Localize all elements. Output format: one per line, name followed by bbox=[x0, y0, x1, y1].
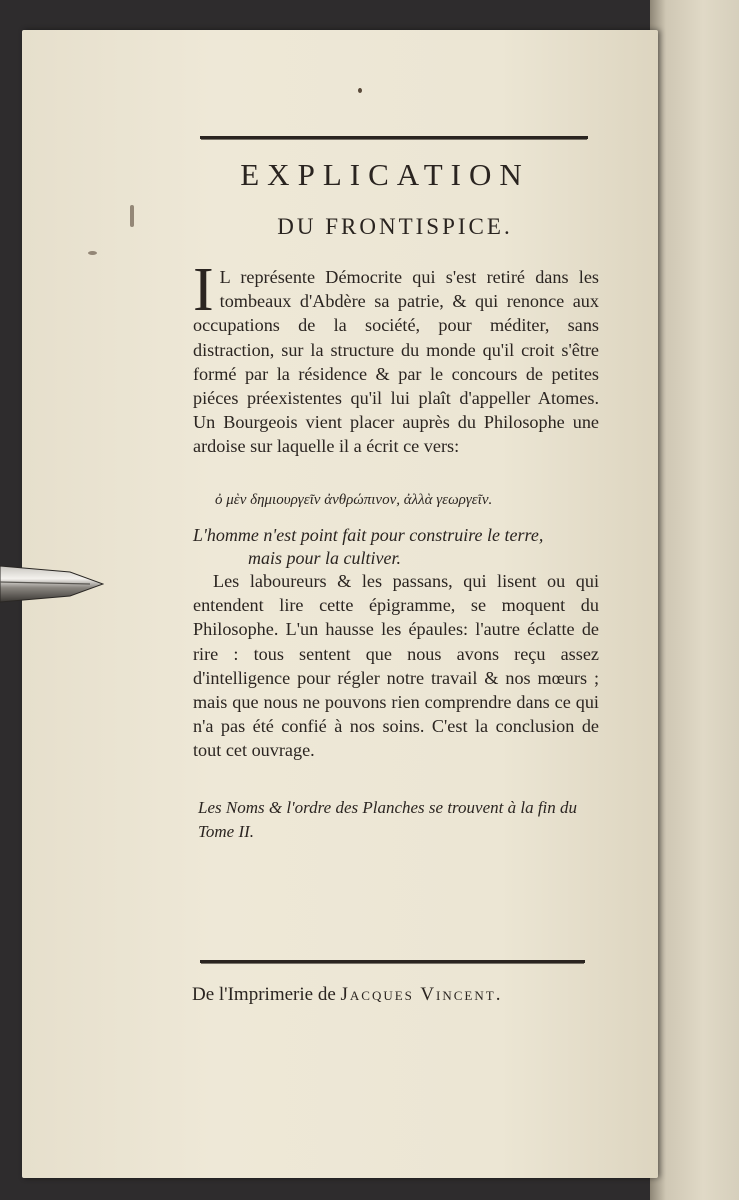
maxim-line-2: mais pour la cultiver. bbox=[248, 548, 401, 568]
bottom-rule bbox=[200, 960, 585, 963]
maxim-line-1: L'homme n'est point fait pour construire le terre, bbox=[193, 525, 544, 545]
plates-note: Les Noms & l'ordre des Planches se trouvent à la fin du Tome II. bbox=[198, 798, 578, 841]
page-subtitle: DU FRONTISPICE. bbox=[277, 214, 513, 239]
metal-clip-icon bbox=[0, 558, 104, 610]
paragraph-2: Les laboureurs & les passans, qui lisent ou qui entendent lire cette épigramme, se moquent du Philosophe. L'un hausse les épaules: l'autre éclatte de rire : tous sentent que nous avons reçu assez d'intelligence pour régler notre travail & nos mœurs ; mais que nous ne pouvons rien comprendre dans ce qui n'a pas été confié à nos soins. C'est la conclusion de tout cet ouvrage. bbox=[193, 571, 599, 761]
ink-spot bbox=[358, 88, 362, 93]
paragraph-1-text: L représente Démocrite qui s'est retiré dans les tombeaux d'Abdère sa patrie, & qui renonce aux occupations de la société, pour méditer, sans distraction, sur la structure du monde qu'il croit s'être formé par la résidence & par le concours de petites piéces préexistentes qu'il lui plaît d'appeller Atomes. Un Bourgeois vient placer auprès du Philosophe une ardoise sur laquelle il a écrit ce vers: bbox=[193, 267, 599, 457]
printer-name: Jacques Vincent. bbox=[340, 984, 503, 1005]
adjacent-page-edge bbox=[650, 0, 739, 1200]
top-rule bbox=[200, 136, 588, 139]
imprint-prefix: De l'Imprimerie de bbox=[192, 984, 341, 1005]
imprint-line bbox=[192, 984, 602, 1006]
page-title: EXPLICATION bbox=[240, 157, 530, 192]
greek-verse: ὀ μὲν δημιουργεῖν ἀνθρώπινον, ἀλλὰ γεωργεῖν. bbox=[215, 492, 493, 508]
drop-cap: I bbox=[193, 256, 214, 324]
ink-spot bbox=[88, 251, 97, 255]
ink-spot bbox=[130, 205, 134, 227]
paragraph-1 bbox=[193, 256, 599, 459]
